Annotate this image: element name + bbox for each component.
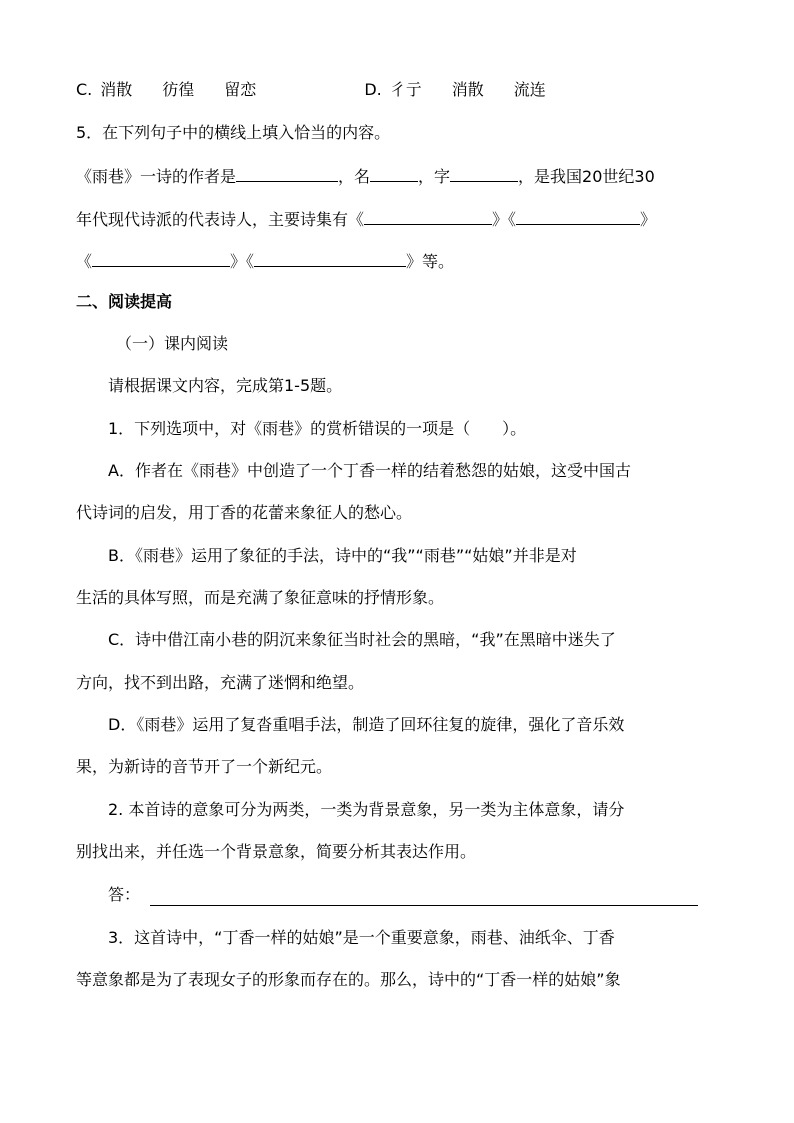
q5-line1-text-2: ，名 [338, 167, 371, 186]
q5-line-3 [76, 249, 454, 273]
q5-line1-text-4: ，是我国20世纪30 [518, 167, 655, 186]
q1-option-c-line-2: 方向，找不到出路，充满了迷惘和绝望。 [76, 673, 365, 692]
q5-line3-text-1: 《 [76, 252, 93, 271]
fill-blank-author[interactable] [236, 164, 338, 182]
q5-line3-text-2: 》《 [230, 252, 255, 271]
q5-line2-text-3: 》 [640, 210, 657, 229]
q3-line-1: 3．这首诗中，“丁香一样的姑娘”是一个重要意象，雨巷、油纸伞、丁香 [108, 928, 615, 947]
fill-blank-collection-1[interactable] [364, 207, 492, 225]
fill-blank-collection-3[interactable] [92, 249, 230, 267]
q1-option-a-line-1: A．作者在《雨巷》中创造了一个丁香一样的结着愁怨的姑娘，这受中国古 [108, 461, 631, 480]
choice-d-label: D. [364, 80, 382, 99]
fill-blank-courtesy-name[interactable] [450, 164, 518, 182]
choice-c-word-2: 彷徨 [162, 80, 195, 99]
section-heading: 二、阅读提高 [76, 292, 173, 311]
choice-c-word-3: 留恋 [224, 80, 257, 99]
q5-line3-text-3: 》等。 [406, 252, 455, 271]
q2-line-2: 别找出来，并任选一个背景意象，简要分析其表达作用。 [76, 842, 477, 861]
choice-c-word-1: 消散 [100, 80, 133, 99]
choice-d-word-3: 流连 [513, 80, 546, 99]
answer-label: 答： [108, 885, 141, 904]
q1-option-a-line-2: 代诗词的启发，用丁香的花蕾来象征人的愁心。 [76, 503, 413, 522]
q5-line-2 [76, 207, 656, 231]
choice-d-word-1: 彳亍 [389, 80, 422, 99]
fill-blank-collection-2[interactable] [516, 207, 640, 225]
q5-line1-text-3: ，字 [418, 167, 451, 186]
q5-line-1 [76, 164, 655, 188]
q5-line1-text-1: 《雨巷》一诗的作者是 [76, 167, 237, 186]
reading-instructions: 请根据课文内容，完成第1-5题。 [108, 376, 343, 395]
answer-line[interactable] [150, 905, 698, 906]
fill-blank-collection-4[interactable] [254, 249, 406, 267]
q1-option-b-line-2: 生活的具体写照，而是充满了象征意味的抒情形象。 [76, 588, 445, 607]
choice-row [76, 79, 546, 101]
q5-line2-text-2: 》《 [492, 210, 517, 229]
choice-c-label: C. [76, 80, 93, 99]
q5-line2-text-1: 年代现代诗派的代表诗人，主要诗集有《 [76, 210, 365, 229]
q1-option-c-line-1: C．诗中借江南小巷的阴沉来象征当时社会的黑暗，“我”在黑暗中迷失了 [108, 630, 616, 649]
choice-d-word-2: 消散 [451, 80, 484, 99]
q1-option-d-line-2: 果，为新诗的音节开了一个新纪元。 [76, 757, 333, 776]
q1-stem: 1．下列选项中，对《雨巷》的赏析错误的一项是（ ）。 [108, 419, 527, 438]
subsection-heading: （一）课内阅读 [116, 334, 229, 353]
q1-option-b-line-1: B．《雨巷》运用了象征的手法，诗中的“我”“雨巷”“姑娘”并非是对 [108, 546, 577, 565]
q1-option-d-line-1: D．《雨巷》运用了复沓重唱手法，制造了回环往复的旋律，强化了音乐效 [108, 715, 625, 734]
q2-line-1: 2. 本首诗的意象可分为两类，一类为背景意象，另一类为主体意象，请分 [108, 800, 625, 819]
q3-line-2: 等意象都是为了表现女子的形象而存在的。那么，诗中的“丁香一样的姑娘”象 [76, 970, 621, 989]
q5-title: 5．在下列句子中的横线上填入恰当的内容。 [76, 123, 391, 142]
fill-blank-name[interactable] [370, 164, 418, 182]
